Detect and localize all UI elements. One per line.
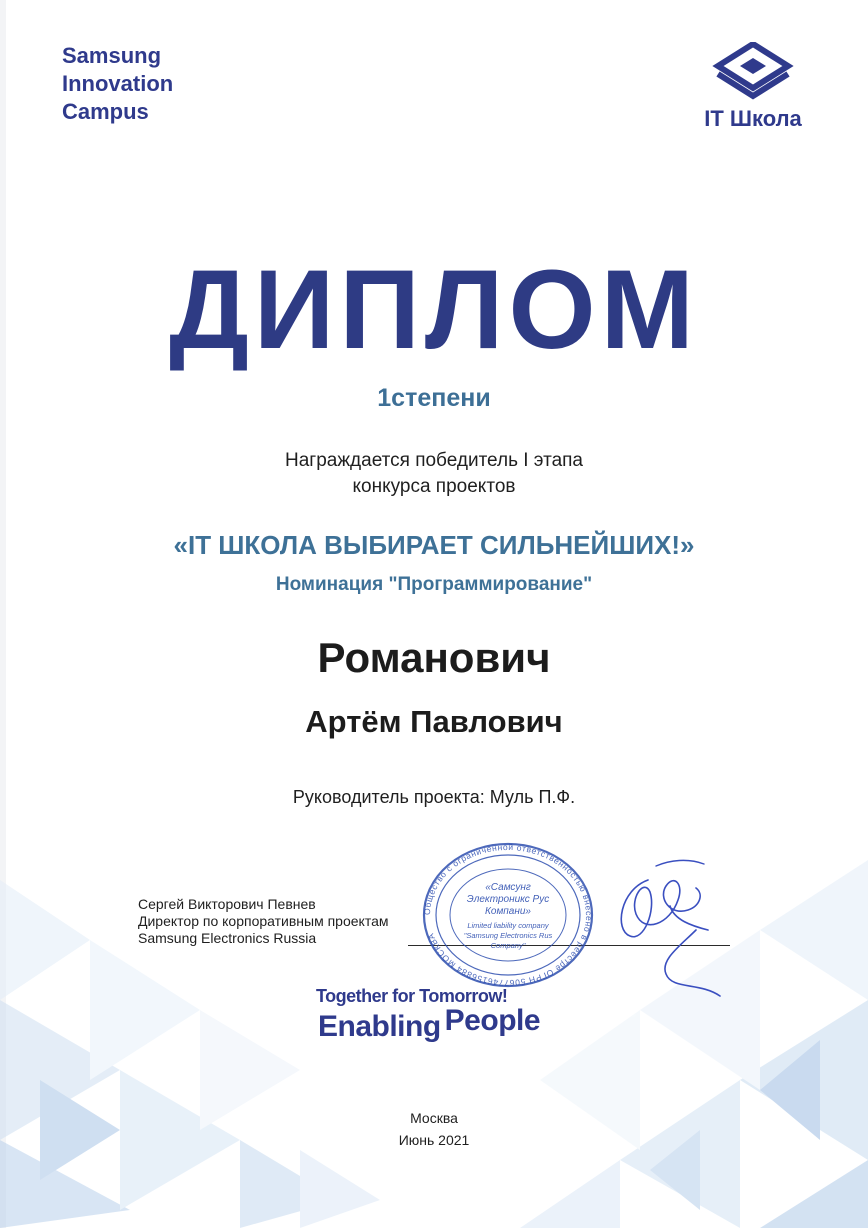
signer-name: Сергей Викторович Певнев (138, 896, 316, 912)
stamp-ring-text: Общество с ограниченной ответственностью внесено в реестре ОГРН 5067746156884 МОСКВА (421, 841, 595, 989)
award-line-2: конкурса проектов (352, 476, 516, 497)
slogan-word-2: People (444, 1004, 541, 1037)
logo-line-3: Campus (62, 99, 149, 124)
award-line-1: Награждается победитель I этапа (284, 450, 584, 471)
signer-block (138, 896, 388, 947)
recipient-name: Артём Павлович (305, 704, 563, 739)
degree-label: 1степени (377, 384, 491, 412)
signer-position: Директор по корпоративным проектам (138, 913, 389, 929)
recipient-surname: Романович (317, 634, 551, 681)
logo-line-2: Innovation (62, 71, 174, 96)
stamp-center-ru-3: Компани» (484, 906, 532, 917)
stamp-center-ru-2: Электроникс Рус (466, 894, 550, 905)
samsung-tagline: Together for Tomorrow! (316, 986, 508, 1006)
issue-date: Июнь 2021 (398, 1132, 470, 1148)
signer-company: Samsung Electronics Russia (138, 930, 317, 946)
handwritten-signature (600, 850, 740, 1000)
award-text (0, 448, 868, 500)
logo-line-1: Samsung (62, 43, 162, 68)
graduation-cap-icon (688, 42, 818, 102)
enabling-people-slogan (318, 1004, 541, 1044)
company-stamp (420, 840, 596, 990)
slogan-word-1: Enabling (318, 1010, 441, 1043)
it-school-logo (688, 42, 818, 134)
stamp-center-en-3: Company" (490, 941, 526, 950)
project-supervisor: Руководитель проекта: Муль П.Ф. (292, 787, 576, 807)
it-school-label: IT Школа (704, 106, 802, 131)
contest-title: «IT ШКОЛА ВЫБИРАЕТ СИЛЬНЕЙШИХ!» (173, 530, 695, 560)
issue-city: Москва (410, 1110, 458, 1126)
stamp-center-en-1: Limited liability company (467, 921, 549, 930)
stamp-center-en-2: "Samsung Electronics Rus (463, 931, 553, 940)
nomination-label: Номинация "Программирование" (275, 574, 593, 595)
stamp-center-ru-1: «Самсунг (485, 882, 531, 893)
samsung-innovation-campus-logo (62, 42, 173, 126)
diploma-title: ДИПЛОМ (169, 247, 699, 372)
